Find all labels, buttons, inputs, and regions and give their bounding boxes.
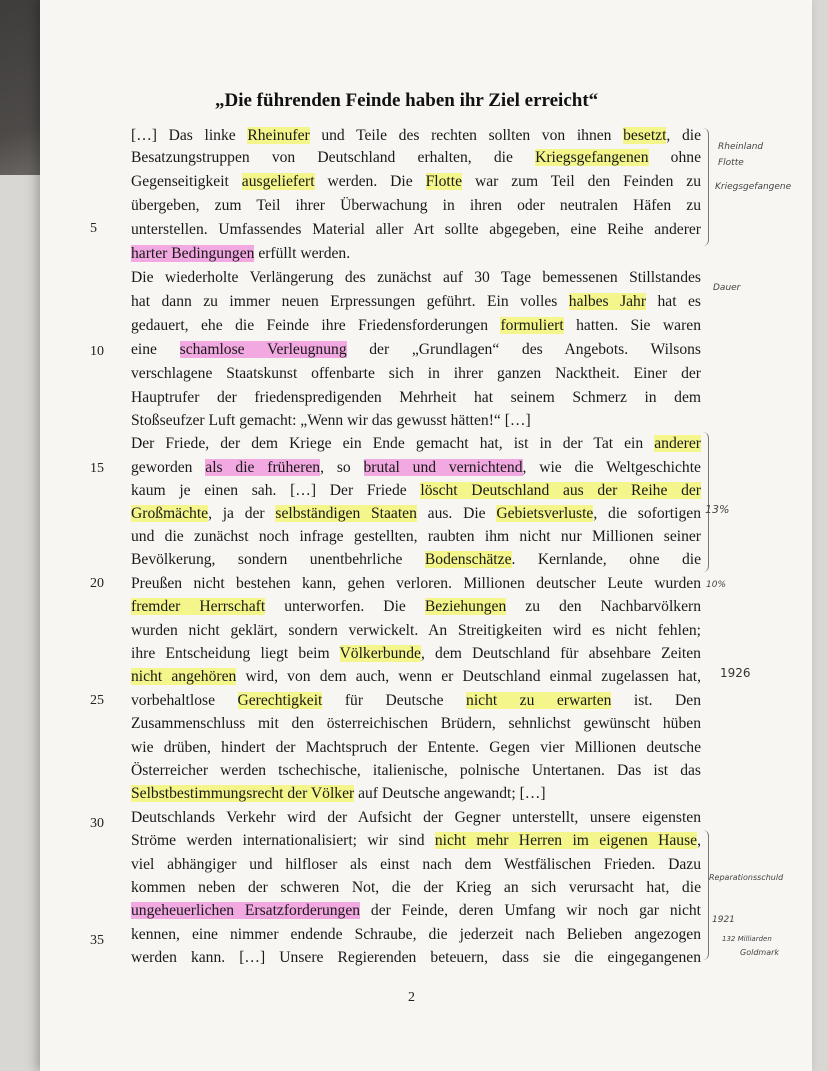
text-line xyxy=(131,172,701,192)
highlight-yellow: löscht Deutschland aus der Reihe der xyxy=(420,482,701,499)
text-segment: werden. Die xyxy=(314,173,426,190)
text-segment: kennen, eine nimmer endende Schraube, die jederzeit nach Belieben angezogen xyxy=(131,926,701,943)
highlight-yellow: Beziehungen xyxy=(424,598,507,615)
text-segment: . Kernlande, ohne die xyxy=(511,551,702,568)
text-line xyxy=(131,667,701,687)
text-segment: war zum Teil den Feinden zu xyxy=(462,173,702,190)
margin-note: Flotte xyxy=(718,158,744,168)
text-segment: wurden nicht geklärt, sondern verwickelt. An Streitigkeiten wird es nicht fehlen; xyxy=(131,622,701,639)
highlight-yellow: selbständigen Staaten xyxy=(275,505,417,522)
text-line xyxy=(131,126,701,146)
text-segment: viel abhängiger und hilfloser als einst nach dem Westfälischen Frieden. Dazu xyxy=(131,856,701,873)
margin-note: Reparationsschuld xyxy=(709,873,784,882)
text-line xyxy=(131,527,701,547)
text-segment: verschlagene Staatskunst offenbarte sich in ihrer ganzen Nacktheit. Einer der xyxy=(131,365,701,382)
text-segment: hatten. Sie waren xyxy=(563,317,702,334)
text-segment: vorbehaltlose xyxy=(131,692,238,709)
highlight-yellow: Kriegsgefangenen xyxy=(535,149,649,166)
margin-bracket xyxy=(700,128,709,246)
text-line xyxy=(131,574,701,594)
text-line xyxy=(131,808,701,828)
text-segment: , wie die Weltgeschichte xyxy=(522,459,701,476)
text-segment: Stoßseufzer Luft gemacht: „Wenn wir das gewusst hätten!“ […] xyxy=(131,412,531,429)
text-segment: gedauert, ehe die Feinde ihre Friedensforderungen xyxy=(131,317,501,334)
text-segment: für Deutsche xyxy=(322,692,467,709)
text-segment: geworden xyxy=(131,459,206,476)
text-line xyxy=(131,292,701,312)
text-segment: […] Das linke xyxy=(131,127,248,144)
text-segment: Ströme werden internationalisiert; wir sind xyxy=(131,832,435,849)
line-number: 15 xyxy=(90,461,104,476)
text-segment: Zusammenschluss mit den österreichischen Brüdern, sehnlichst gewünscht hüben xyxy=(131,715,701,732)
text-segment: zu den Nachbarvölkern xyxy=(506,598,702,615)
highlight-pink: harter Bedingungen xyxy=(131,245,255,262)
highlight-yellow: anderer xyxy=(654,435,701,452)
text-segment: kaum je einen sah. […] Der Friede xyxy=(131,482,421,499)
text-line xyxy=(131,196,701,216)
text-line xyxy=(131,268,701,288)
margin-note: Rheinland xyxy=(718,142,764,152)
text-segment: und Teile des rechten sollten von ihnen xyxy=(309,127,624,144)
highlight-pink: schamlose Verleugnung xyxy=(179,341,347,358)
text-segment: Die wiederholte Verlängerung des zunächst auf 30 Tage bemessenen Stillstandes xyxy=(131,269,701,286)
text-line xyxy=(131,714,701,734)
highlight-yellow: Bodenschätze xyxy=(424,551,512,568)
text-line xyxy=(131,550,701,570)
text-segment: auf Deutsche angewandt; […] xyxy=(354,785,546,802)
line-number: 35 xyxy=(90,933,104,948)
text-line xyxy=(131,504,701,524)
highlight-yellow: nicht zu erwarten xyxy=(466,692,612,709)
highlight-pink: als die früheren xyxy=(205,459,321,476)
text-line xyxy=(131,340,701,360)
highlight-yellow: Selbstbestimmungsrecht der Völker xyxy=(131,785,355,802)
text-segment: hat dann zu immer neuen Erpressungen geführt. Ein volles xyxy=(131,293,569,310)
text-line xyxy=(131,411,701,431)
text-line xyxy=(131,434,701,454)
text-segment: Der Friede, der dem Kriege ein Ende gemacht hat, ist in der Tat ein xyxy=(131,435,655,452)
margin-note: 13% xyxy=(705,503,730,516)
text-segment: wie drüben, hindert der Machtspruch der Entente. Gegen vier Millionen deutsche xyxy=(131,739,701,756)
highlight-yellow: Flotte xyxy=(425,173,463,190)
text-segment: Besatzungstruppen von Deutschland erhalten, die xyxy=(131,149,536,166)
text-line xyxy=(131,481,701,501)
text-line xyxy=(131,644,701,664)
highlight-yellow: nicht angehören xyxy=(131,668,237,685)
text-segment: der Feinde, deren Umfang wir noch gar nicht xyxy=(360,902,702,919)
highlight-yellow: fremder Herrschaft xyxy=(131,598,266,615)
text-line xyxy=(131,691,701,711)
highlight-yellow: ausgeliefert xyxy=(241,173,315,190)
page-number: 2 xyxy=(408,990,415,1005)
text-line xyxy=(131,364,701,384)
text-segment: Gegenseitigkeit xyxy=(131,173,242,190)
text-line xyxy=(131,925,701,945)
text-segment: Bevölkerung, sondern unentbehrliche xyxy=(131,551,425,568)
document-title: „Die führenden Feinde haben ihr Ziel erreicht“ xyxy=(215,90,599,111)
line-number: 30 xyxy=(90,816,104,831)
text-line xyxy=(131,621,701,641)
highlight-yellow: Großmächte xyxy=(131,505,209,522)
text-line xyxy=(131,948,701,968)
text-segment: Österreicher werden tschechische, italienische, polnische Untertanen. Das ist das xyxy=(131,762,701,779)
line-number: 20 xyxy=(90,576,104,591)
margin-note: 1921 xyxy=(712,915,735,925)
margin-note: 10% xyxy=(706,580,727,590)
text-segment: Hauptrufer der friedenspredigenden Mehrheit hat seinem Schmerz in dem xyxy=(131,389,701,406)
text-segment: Deutschlands Verkehr wird der Aufsicht der Gegner unterstellt, unsere eigensten xyxy=(131,809,701,826)
highlight-yellow: nicht mehr Herren im eigenen Hause xyxy=(434,832,698,849)
text-segment: ohne xyxy=(648,149,701,166)
text-line xyxy=(131,738,701,758)
text-segment: erfüllt werden. xyxy=(254,245,351,262)
highlight-yellow: besetzt xyxy=(623,127,667,144)
text-line xyxy=(131,388,701,408)
highlight-yellow: formuliert xyxy=(500,317,564,334)
margin-note: Goldmark xyxy=(740,948,780,957)
margin-bracket xyxy=(700,432,709,572)
highlight-yellow: Rheinufer xyxy=(247,127,310,144)
line-number: 10 xyxy=(90,344,104,359)
margin-note: Dauer xyxy=(713,283,741,293)
text-segment: der „Grundlagen“ des Angebots. Wilsons xyxy=(346,341,701,358)
text-line xyxy=(131,458,701,478)
text-segment: werden kann. […] Unsere Regierenden beteuern, dass sie die eingegangenen xyxy=(131,949,701,966)
text-segment: , ja der xyxy=(208,505,276,522)
margin-bracket xyxy=(700,830,709,960)
text-segment: kommen neben der schweren Not, die der Krieg an sich verursacht hat, die xyxy=(131,879,701,896)
text-line xyxy=(131,316,701,336)
text-segment: , dem Deutschland für absehbare Zeiten xyxy=(420,645,701,662)
line-number: 5 xyxy=(90,221,97,236)
highlight-yellow: halbes Jahr xyxy=(568,293,647,310)
text-segment: wird, von dem auch, wenn er Deutschland einmal zugelassen hat, xyxy=(236,668,701,685)
text-segment: Preußen nicht bestehen kann, gehen verloren. Millionen deutscher Leute wurden xyxy=(131,575,701,592)
text-line xyxy=(131,220,701,240)
text-segment: aus. Die xyxy=(416,505,497,522)
text-segment: unterworfen. Die xyxy=(265,598,425,615)
text-segment: ihre Entscheidung liegt beim xyxy=(131,645,340,662)
text-line xyxy=(131,148,701,168)
text-line xyxy=(131,761,701,781)
highlight-yellow: Gerechtigkeit xyxy=(237,692,323,709)
margin-note: 132 Milliarden xyxy=(722,935,772,943)
text-segment: übergeben, zum Teil ihrer Überwachung in ihren oder neutralen Häfen zu xyxy=(131,197,701,214)
text-line xyxy=(131,901,701,921)
text-segment: , xyxy=(697,832,702,849)
text-segment: eine xyxy=(131,341,180,358)
margin-note: 1926 xyxy=(720,666,751,680)
highlight-yellow: Völkerbunde xyxy=(339,645,421,662)
text-segment: , die sofortigen xyxy=(593,505,701,522)
text-line xyxy=(131,878,701,898)
text-segment: , so xyxy=(320,459,364,476)
text-line xyxy=(131,597,701,617)
highlight-yellow: Gebietsverluste xyxy=(496,505,594,522)
highlight-pink: ungeheuerlichen Ersatzforderungen xyxy=(131,902,361,919)
text-segment: und die zunächst noch infrage gestellten, raubten ihm nicht nur Millionen seiner xyxy=(131,528,701,545)
text-segment: unterstellen. Umfassendes Material aller Art sollte abgegeben, eine Reihe anderer xyxy=(131,221,701,238)
line-number: 25 xyxy=(90,693,104,708)
margin-note: Kriegsgefangene xyxy=(715,182,792,192)
text-segment: hat es xyxy=(646,293,702,310)
text-line xyxy=(131,244,701,264)
text-line xyxy=(131,831,701,851)
text-line xyxy=(131,784,701,804)
text-segment: ist. Den xyxy=(611,692,701,709)
text-segment: , die xyxy=(666,127,701,144)
text-line xyxy=(131,855,701,875)
highlight-pink: brutal und vernichtend xyxy=(363,459,523,476)
